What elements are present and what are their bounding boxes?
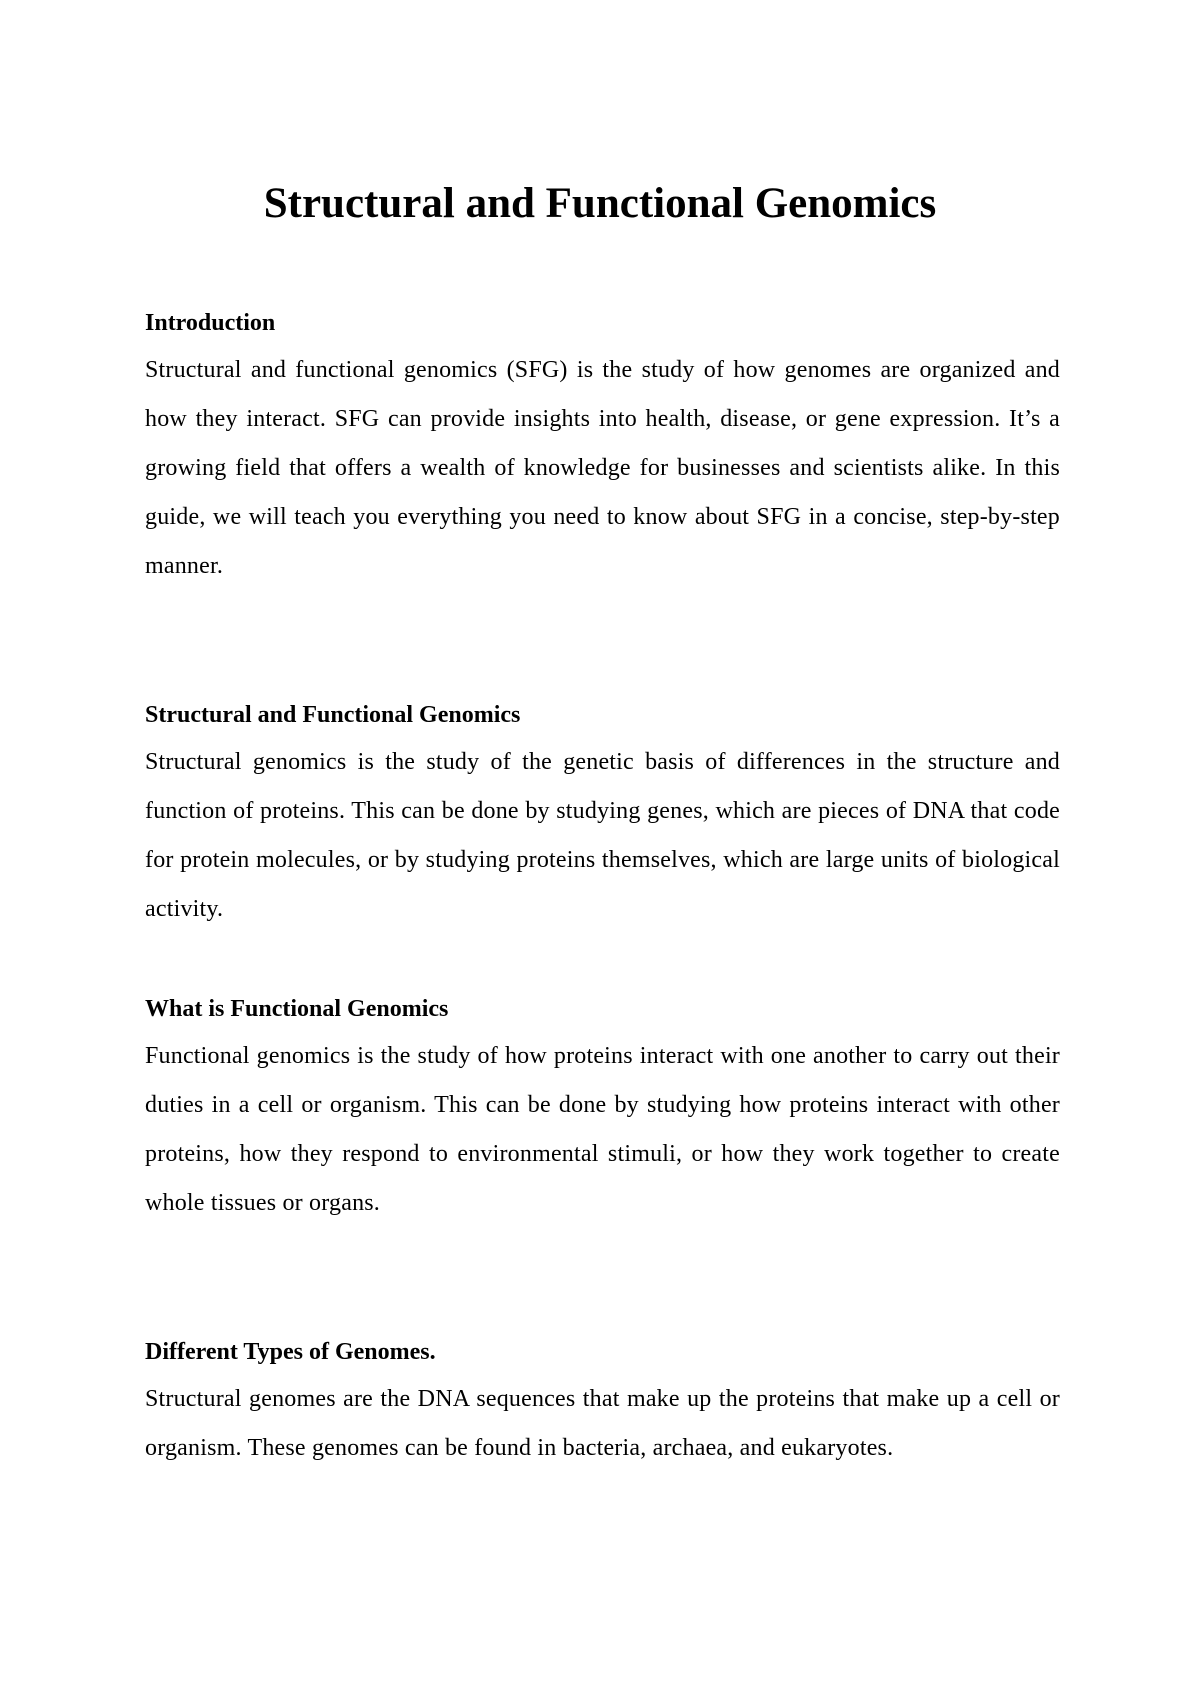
section-paragraph: Structural genomes are the DNA sequences that make up the proteins that make up a cell or organism. These genomes can be found in bacteria, archaea, and eukaryotes. bbox=[145, 1386, 1060, 1461]
section-heading: Structural and Functional Genomics bbox=[145, 702, 521, 728]
section-heading: Introduction bbox=[145, 310, 276, 336]
section-heading: Different Types of Genomes. bbox=[145, 1339, 436, 1365]
section-functional-genomics bbox=[145, 994, 1060, 1228]
section-structural-functional-genomics bbox=[145, 700, 1060, 934]
document-title: Structural and Functional Genomics bbox=[263, 180, 937, 227]
section-paragraph: Structural genomics is the study of the genetic basis of differences in the structure and function of proteins. This can be done by studying genes, which are pieces of DNA that code for protein molecules, or by studying proteins themselves, which are large units of biological activity. bbox=[145, 749, 1060, 922]
section-types-of-genomes bbox=[145, 1337, 1060, 1473]
section-paragraph: Functional genomics is the study of how proteins interact with one another to carry out their duties in a cell or organism. This can be done by studying how proteins interact with other proteins, how they respond to environmental stimuli, or how they work together to create whole tissues or organs. bbox=[145, 1043, 1060, 1216]
section-heading: What is Functional Genomics bbox=[145, 996, 449, 1022]
section-introduction bbox=[145, 308, 1060, 591]
section-paragraph: Structural and functional genomics (SFG) is the study of how genomes are organized and how they interact. SFG can provide insights into health, disease, or gene expression. It’s a growing field that offers a wealth of knowledge for businesses and scientists alike. In this guide, we will teach you everything you need to know about SFG in a concise, step-by-step manner. bbox=[145, 357, 1060, 579]
